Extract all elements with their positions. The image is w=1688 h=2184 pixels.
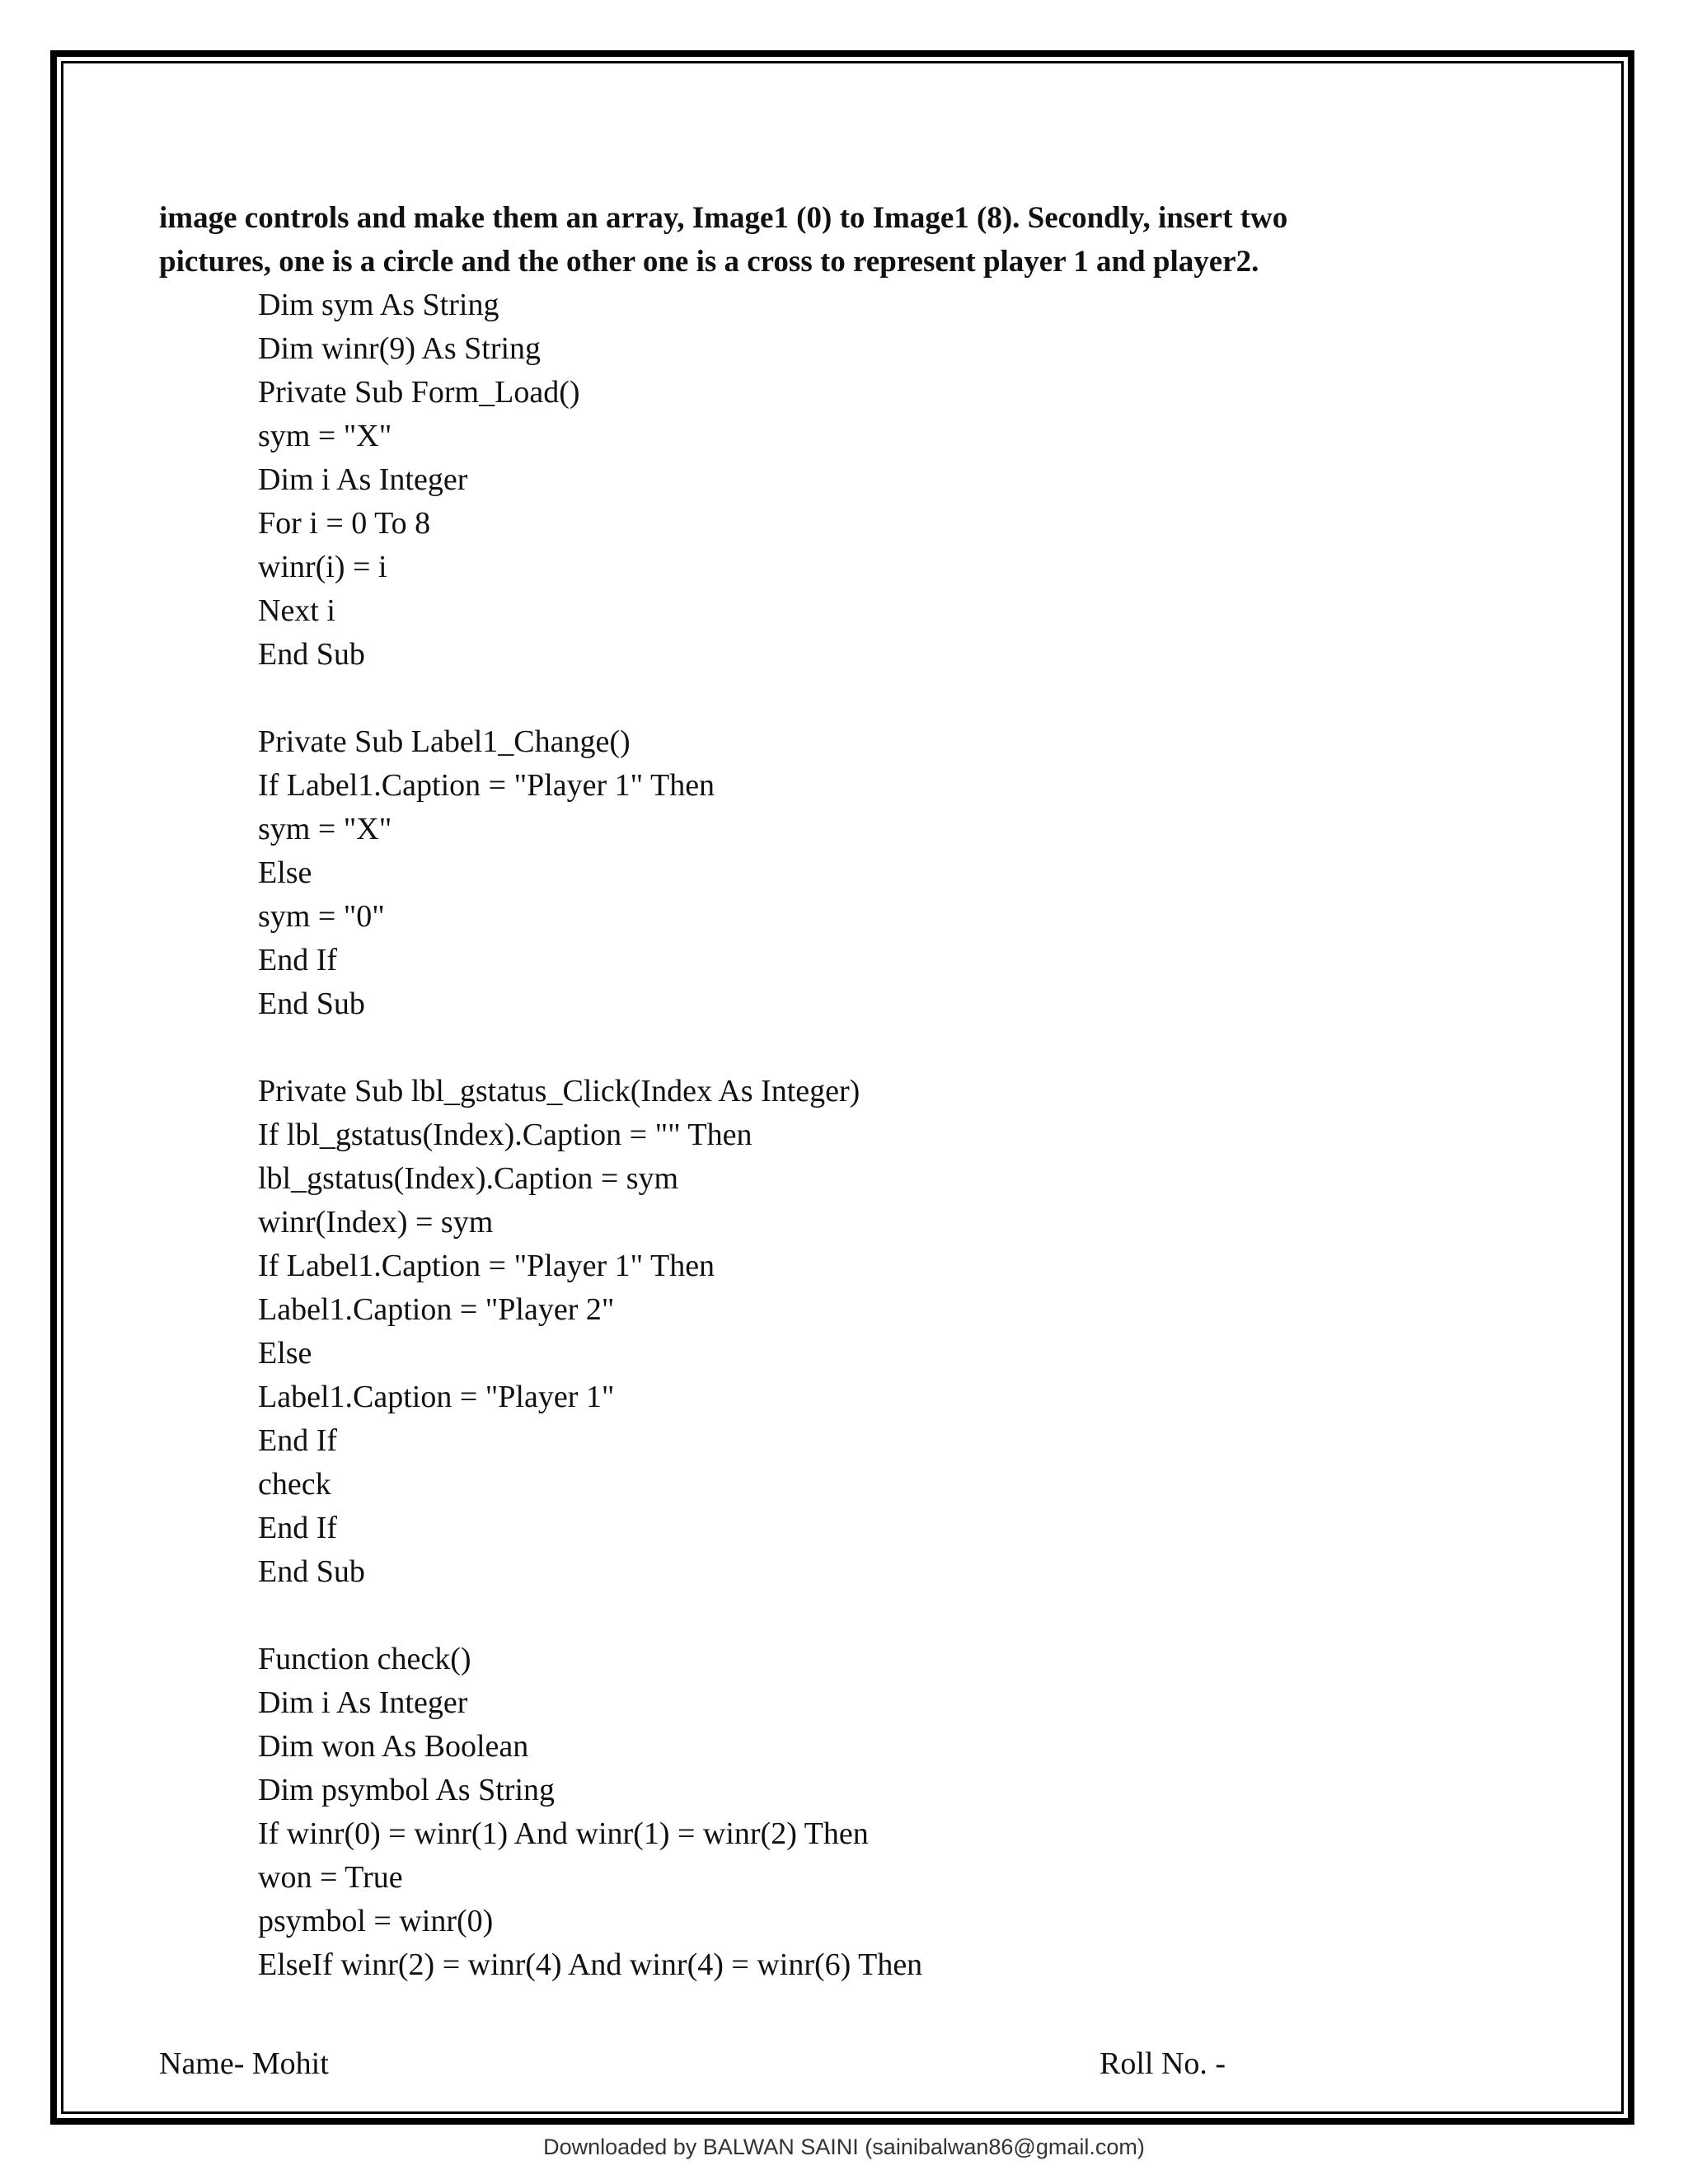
code-line: psymbol = winr(0): [258, 1904, 494, 1938]
code-line: Private Sub Label1_Change(): [258, 724, 631, 759]
code-line: If Label1.Caption = "Player 1" Then: [258, 768, 715, 803]
code-line: Else: [258, 1336, 312, 1371]
footer-roll-number: Roll No. -: [1100, 2046, 1226, 2081]
code-line: End Sub: [258, 987, 365, 1021]
blank-code-line: [258, 1594, 922, 1638]
code-line: If winr(0) = winr(1) And winr(1) = winr(2) Then: [258, 1816, 869, 1851]
code-line: Dim psymbol As String: [258, 1773, 555, 1807]
code-line: Dim won As Boolean: [258, 1729, 529, 1764]
code-line: End If: [258, 1423, 338, 1458]
code-line: winr(Index) = sym: [258, 1205, 494, 1240]
blank-code-line: [258, 1026, 922, 1070]
code-line: Dim i As Integer: [258, 462, 468, 497]
code-line: If lbl_gstatus(Index).Caption = "" Then: [258, 1118, 753, 1152]
footer-name: Name- Mohit: [159, 2046, 329, 2081]
code-line: lbl_gstatus(Index).Caption = sym: [258, 1161, 679, 1196]
code-line: check: [258, 1467, 331, 1502]
code-line: End Sub: [258, 637, 365, 672]
intro-line: pictures, one is a circle and the other one is a cross to represent player 1 and player2.: [159, 245, 1259, 279]
code-line: Dim i As Integer: [258, 1685, 468, 1720]
code-line: Dim sym As String: [258, 288, 499, 322]
code-line: Label1.Caption = "Player 1": [258, 1380, 615, 1414]
code-line: Function check(): [258, 1642, 471, 1676]
code-line: Else: [258, 855, 312, 890]
code-line: Next i: [258, 593, 335, 628]
intro-line: image controls and make them an array, Image1 (0) to Image1 (8). Secondly, insert two: [159, 201, 1288, 235]
code-line: End If: [258, 1511, 338, 1545]
code-line: won = True: [258, 1860, 403, 1895]
code-line: End Sub: [258, 1554, 365, 1589]
code-line: Label1.Caption = "Player 2": [258, 1292, 615, 1327]
code-line: Private Sub lbl_gstatus_Click(Index As Integer): [258, 1074, 860, 1108]
blank-code-line: [258, 677, 922, 720]
code-line: Dim winr(9) As String: [258, 331, 542, 366]
code-line: Private Sub Form_Load(): [258, 375, 580, 410]
download-note: Downloaded by BALWAN SAINI (sainibalwan86@gmail.com): [543, 2135, 1145, 2159]
code-line: winr(i) = i: [258, 550, 387, 584]
code-line: sym = "0": [258, 899, 385, 934]
code-line: End If: [258, 943, 338, 977]
code-line: For i = 0 To 8: [258, 506, 431, 541]
code-line: ElseIf winr(2) = winr(4) And winr(4) = winr(6) Then: [258, 1947, 923, 1982]
intro-paragraph: [159, 196, 1577, 284]
code-listing: [258, 284, 922, 1987]
code-line: If Label1.Caption = "Player 1" Then: [258, 1249, 715, 1283]
code-line: sym = "X": [258, 419, 392, 453]
code-line: sym = "X": [258, 812, 392, 846]
